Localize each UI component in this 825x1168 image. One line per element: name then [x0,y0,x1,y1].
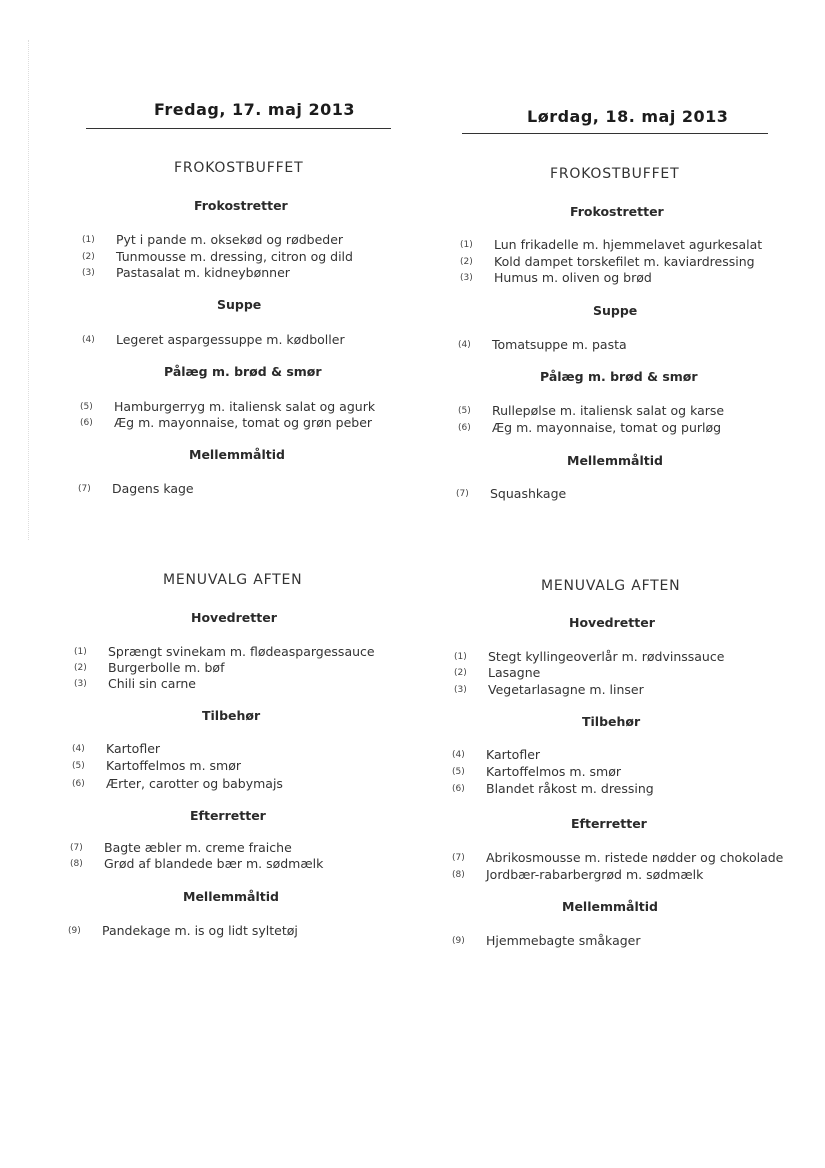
item-number: (4) [72,743,85,754]
course-heading: Pålæg m. brød & smør [540,369,698,384]
item-number: (5) [458,405,471,416]
item-number: (5) [452,766,465,777]
menu-item [454,664,540,680]
item-number: (3) [74,678,87,689]
menu-item [82,331,345,347]
item-text: Rullepølse m. italiensk salat og karse [492,403,725,418]
course-heading: Frokostretter [570,204,664,219]
item-text: Kartofler [486,747,541,762]
item-number: (3) [454,684,467,695]
course-heading: Tilbehør [582,714,641,729]
menu-item [454,648,724,664]
menu-item [452,866,703,882]
item-number: (1) [82,234,95,245]
item-number: (3) [460,272,473,283]
menu-item [70,839,292,855]
item-number: (1) [460,239,473,250]
menu-item [456,485,566,501]
menu-item [452,849,783,865]
section-title: FROKOSTBUFFET [174,160,304,176]
item-text: Pastasalat m. kidneybønner [116,265,290,280]
menu-item [80,414,372,430]
item-number: (4) [452,749,465,760]
item-number: (5) [80,401,93,412]
menu-item [458,402,724,418]
menu-item [460,253,755,269]
item-number: (7) [456,488,469,499]
item-text: Abrikosmousse m. ristede nødder og chokolade [486,850,784,865]
course-heading: Mellemmåltid [189,447,285,462]
item-number: (2) [74,662,87,673]
day-title: Lørdag, 18. maj 2013 [527,107,729,126]
item-text: Sprængt svinekam m. flødeaspargessauce [108,644,375,659]
menu-item [454,681,644,697]
item-number: (1) [74,646,87,657]
item-text: Pandekage m. is og lidt syltetøj [102,923,298,938]
item-text: Vegetarlasagne m. linser [488,682,644,697]
item-text: Pyt i pande m. oksekød og rødbeder [116,232,344,247]
item-text: Æg m. mayonnaise, tomat og purløg [492,420,722,435]
menu-item [78,480,194,496]
menu-item [74,675,196,691]
item-number: (6) [80,417,93,428]
course-heading: Hovedretter [191,610,277,625]
menu-item [452,932,641,948]
item-number: (7) [70,842,83,853]
item-text: Kartofler [106,741,161,756]
course-heading: Pålæg m. brød & smør [164,364,322,379]
item-number: (8) [452,869,465,880]
course-heading: Efterretter [190,808,266,823]
section-title: MENUVALG AFTEN [541,578,681,594]
item-text: Hamburgerryg m. italiensk salat og agurk [114,399,376,414]
menu-item [72,740,160,756]
section-title: FROKOSTBUFFET [550,166,680,182]
title-divider [462,133,768,134]
item-text: Bagte æbler m. creme fraiche [104,840,292,855]
item-number: (2) [82,251,95,262]
item-text: Ærter, carotter og babymajs [106,776,283,791]
course-heading: Frokostretter [194,198,288,213]
item-text: Hjemmebagte småkager [486,933,641,948]
menu-item [74,643,375,659]
menu-item [458,336,627,352]
menu-item [82,231,343,247]
item-text: Kartoffelmos m. smør [106,758,242,773]
item-number: (7) [78,483,91,494]
menu-item [460,236,762,252]
item-text: Lun frikadelle m. hjemmelavet agurkesalat [494,237,763,252]
item-text: Blandet råkost m. dressing [486,781,654,796]
item-text: Chili sin carne [108,676,196,691]
item-text: Kartoffelmos m. smør [486,764,622,779]
item-number: (3) [82,267,95,278]
item-number: (2) [460,256,473,267]
menu-item [74,659,224,675]
day-title: Fredag, 17. maj 2013 [154,100,355,119]
item-text: Kold dampet torskefilet m. kaviardressing [494,254,755,269]
menu-item [460,269,652,285]
course-heading: Mellemmåltid [567,453,663,468]
item-text: Lasagne [488,665,541,680]
menu-item [72,757,241,773]
item-number: (8) [70,858,83,869]
menu-item [452,780,654,796]
course-heading: Suppe [593,303,638,318]
item-text: Legeret aspargessuppe m. kødboller [116,332,345,347]
course-heading: Hovedretter [569,615,655,630]
title-divider [86,128,391,129]
item-text: Tomatsuppe m. pasta [492,337,627,352]
menu-item [452,746,540,762]
item-number: (5) [72,760,85,771]
menu-item [68,922,298,938]
menu-item [458,419,721,435]
item-number: (6) [72,778,85,789]
item-text: Humus m. oliven og brød [494,270,652,285]
item-text: Æg m. mayonnaise, tomat og grøn peber [114,415,373,430]
course-heading: Tilbehør [202,708,261,723]
item-number: (4) [458,339,471,350]
course-heading: Mellemmåltid [183,889,279,904]
menu-item [452,763,621,779]
item-text: Grød af blandede bær m. sødmælk [104,856,324,871]
item-number: (9) [68,925,81,936]
item-number: (6) [452,783,465,794]
item-number: (4) [82,334,95,345]
item-number: (2) [454,667,467,678]
menu-item [72,775,283,791]
item-text: Stegt kyllingeoverlår m. rødvinssauce [488,649,725,664]
section-title: MENUVALG AFTEN [163,572,303,588]
scan-margin-marks [28,40,31,540]
item-text: Squashkage [490,486,567,501]
item-text: Burgerbolle m. bøf [108,660,225,675]
menu-item [82,264,290,280]
course-heading: Mellemmåltid [562,899,658,914]
menu-item [80,398,375,414]
item-text: Jordbær-rabarbergrød m. sødmælk [486,867,704,882]
course-heading: Suppe [217,297,262,312]
menu-item [82,248,353,264]
item-number: (7) [452,852,465,863]
course-heading: Efterretter [571,816,647,831]
menu-item [70,855,323,871]
item-text: Tunmousse m. dressing, citron og dild [116,249,353,264]
item-number: (9) [452,935,465,946]
item-number: (1) [454,651,467,662]
item-number: (6) [458,422,471,433]
item-text: Dagens kage [112,481,194,496]
